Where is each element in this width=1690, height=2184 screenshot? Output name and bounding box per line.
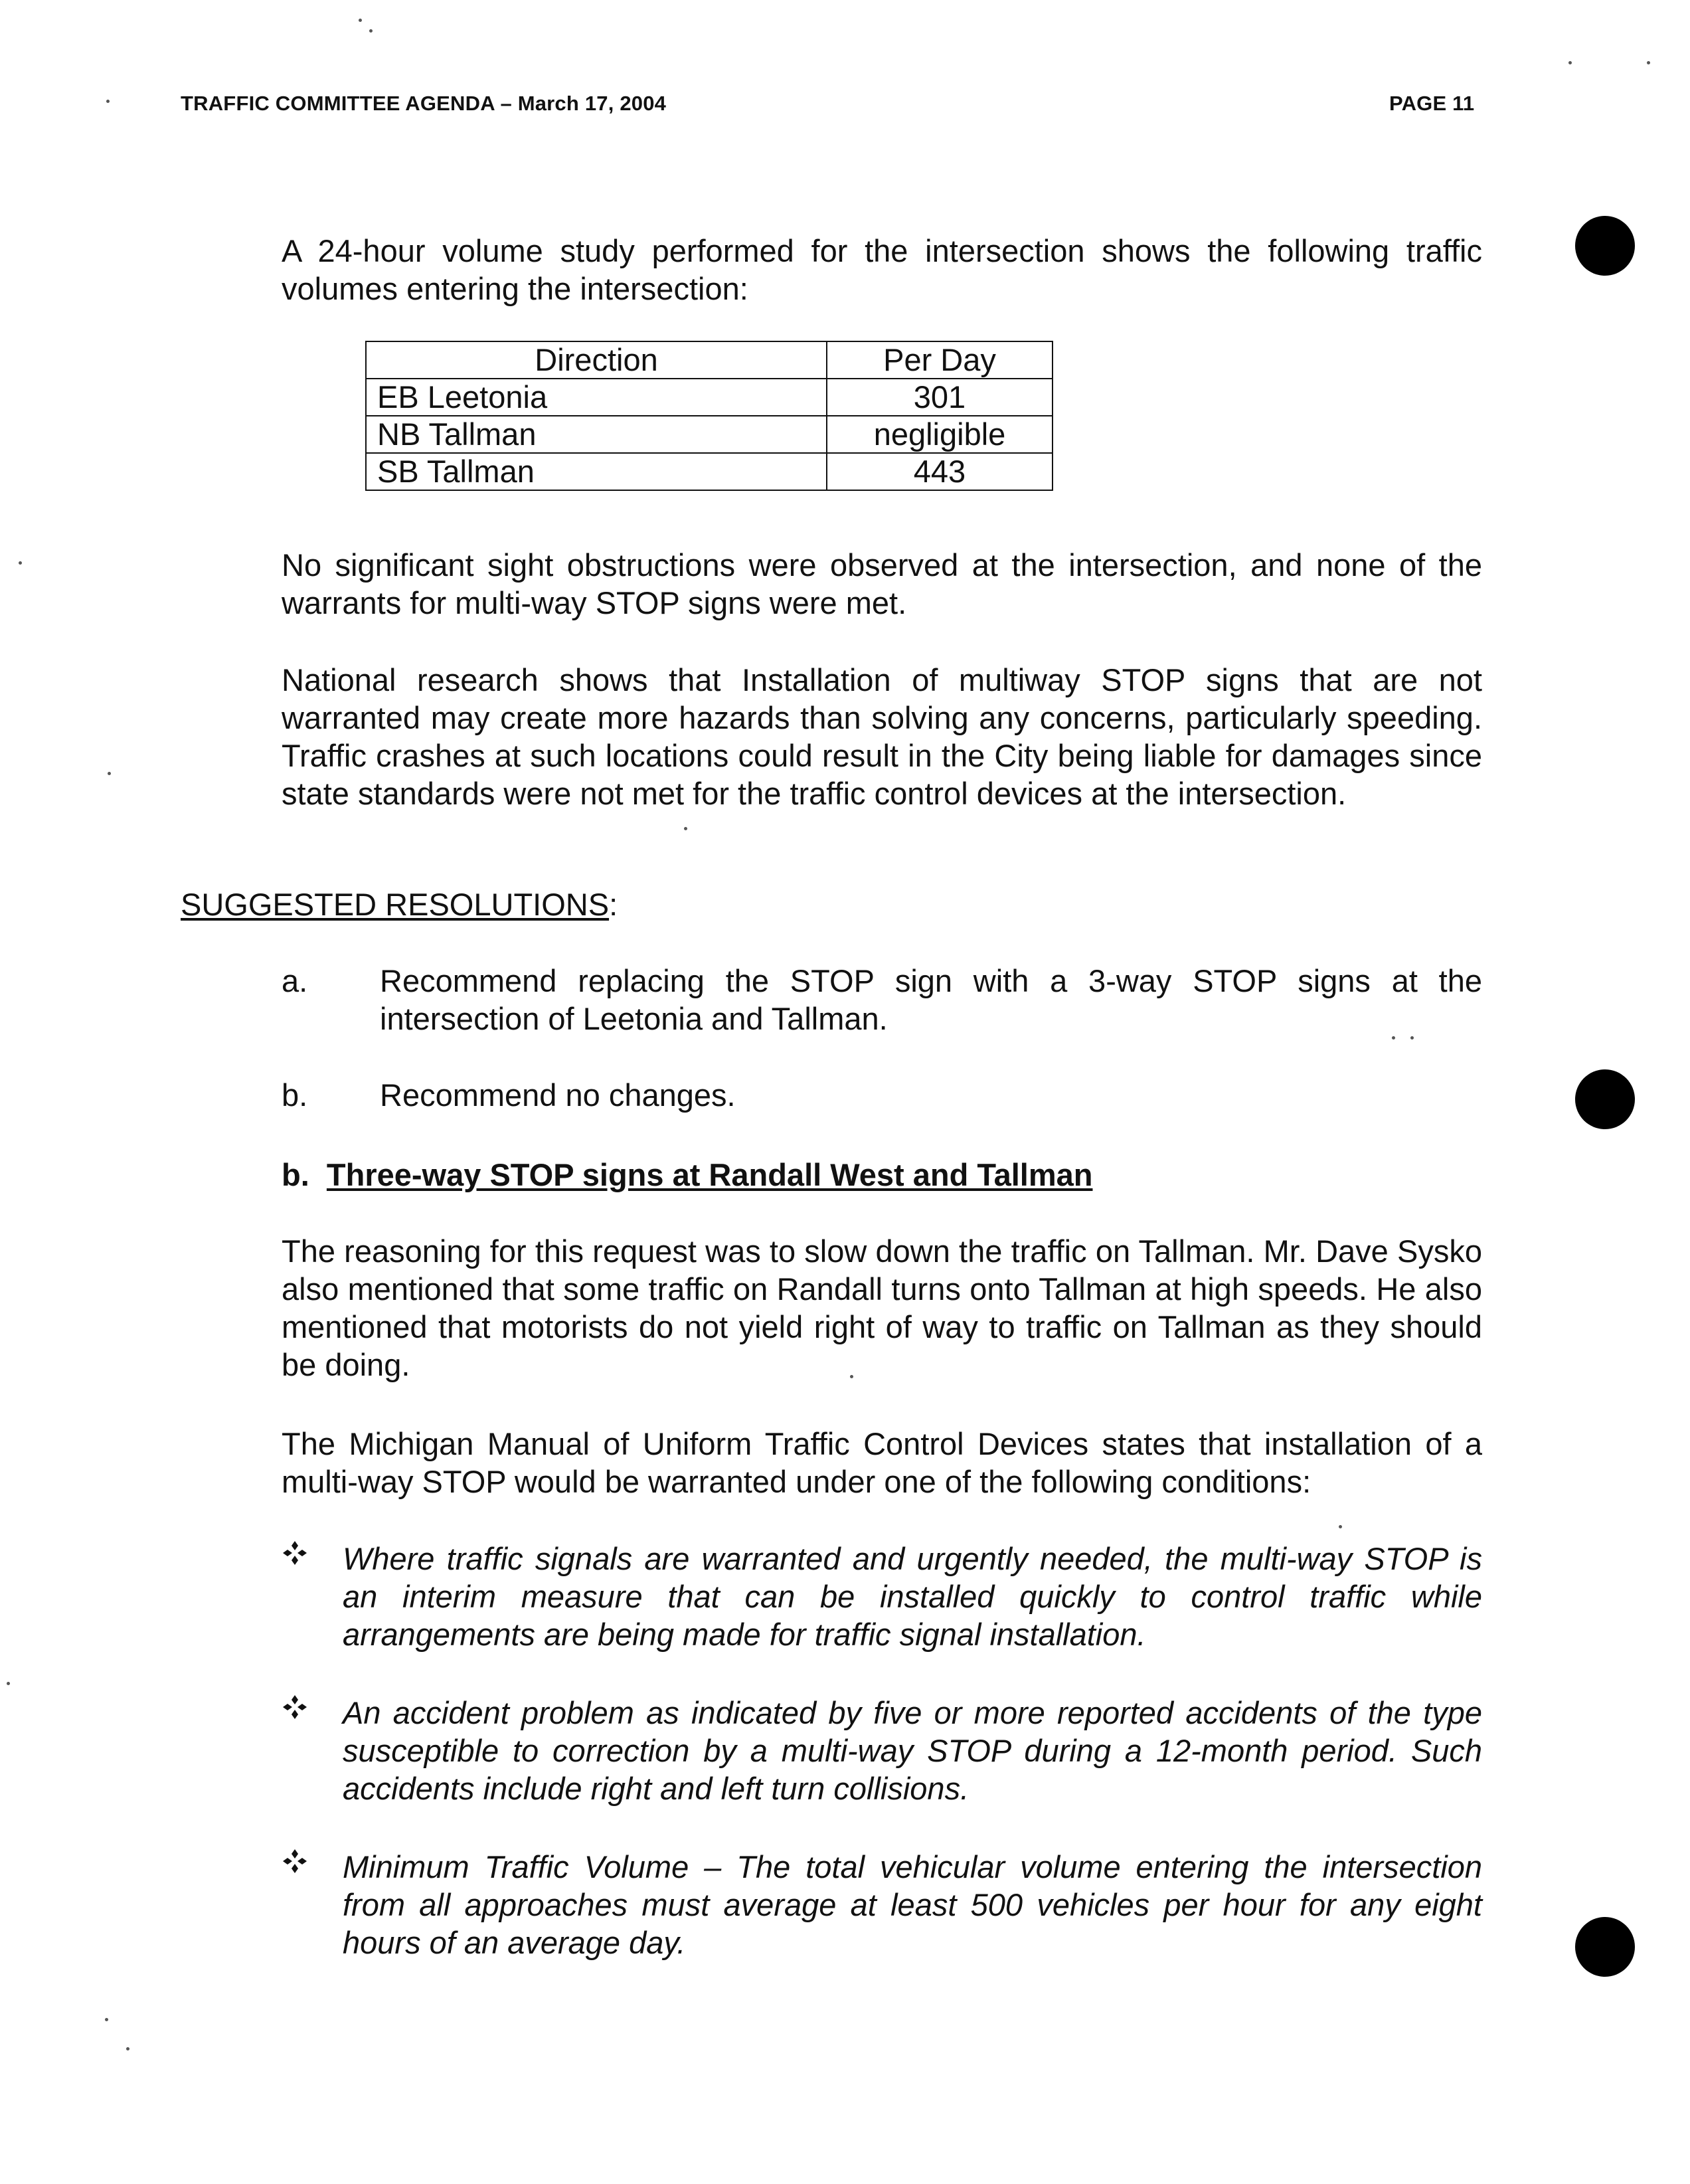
table-row: [366, 416, 1053, 453]
scan-speck: [1647, 61, 1650, 64]
scan-speck: [7, 1682, 10, 1685]
table-header-per-day: Per Day: [827, 341, 1053, 379]
page-header-title: TRAFFIC COMMITTEE AGENDA – March 17, 2004: [181, 92, 667, 115]
table-cell-direction: SB Tallman: [366, 453, 827, 490]
scan-speck: [1392, 1036, 1395, 1040]
resolution-a-text: Recommend replacing the STOP sign with a 3-way STOP signs at the intersection of Leetonia and Tallman.: [380, 963, 1482, 1036]
condition-3-text: Minimum Traffic Volume – The total vehicular volume entering the intersection from all approaches must average at least 500 vehicles per hour for any eight hours of an average day.: [343, 1849, 1482, 1960]
table-cell-volume: 443: [827, 453, 1053, 490]
scan-speck: [106, 100, 110, 103]
section-b-title: Three-way STOP signs at Randall West and Tallman: [326, 1157, 1093, 1192]
heading-colon: :: [609, 887, 618, 922]
scan-speck: [126, 2047, 129, 2050]
section-b-heading: [282, 1156, 1092, 1194]
volume-table: [365, 341, 1053, 491]
table-header-direction: Direction: [366, 341, 827, 379]
table-cell-volume: negligible: [827, 416, 1053, 453]
table-row: [366, 453, 1053, 490]
section-b-marker: b.: [282, 1157, 309, 1192]
intro-paragraph: A 24-hour volume study performed for the intersection shows the following traffic volumes entering the intersection:: [282, 233, 1482, 306]
obstructions-paragraph: No significant sight obstructions were observed at the intersection, and none of the warrants for multi-way STOP signs were met.: [282, 547, 1482, 620]
punch-hole-icon: [1575, 1069, 1635, 1129]
table-cell-direction: EB Leetonia: [366, 379, 827, 416]
scan-speck: [105, 2018, 108, 2021]
table-cell-direction: NB Tallman: [366, 416, 827, 453]
table-row: [366, 379, 1053, 416]
page-number: PAGE 11: [1389, 92, 1475, 115]
scan-speck: [684, 827, 687, 830]
resolution-b-text: Recommend no changes.: [380, 1077, 736, 1113]
manual-paragraph: The Michigan Manual of Uniform Traffic Control Devices states that installation of a multi-way STOP would be warranted under one of the following conditions:: [282, 1426, 1482, 1499]
scan-speck: [369, 29, 373, 33]
scan-speck: [850, 1375, 853, 1378]
condition-2-text: An accident problem as indicated by five or more reported accidents of the type susceptible to correction by a multi-way STOP during a 12-month period. Such accidents include right and left turn collisions.: [343, 1695, 1482, 1806]
research-paragraph: National research shows that Installation of multiway STOP signs that are not warranted may create more hazards than solving any concerns, particularly speeding. Traffic crashes at such locations could result in the City being liable for damages since state standards were not met for the traffic control devices at the intersection.: [282, 662, 1482, 811]
four-diamond-bullet-icon: [282, 1694, 308, 1720]
scan-speck: [1568, 61, 1572, 64]
reasoning-paragraph: The reasoning for this request was to slow down the traffic on Tallman. Mr. Dave Sysko also mentioned that some traffic on Randall turns onto Tallman at high speeds. He also mentioned that motorists do not yield right of way to traffic on Tallman as they should be doing.: [282, 1233, 1482, 1382]
table-header-row: [366, 341, 1053, 379]
four-diamond-bullet-icon: [282, 1540, 308, 1566]
resolution-a-marker: a.: [282, 963, 308, 998]
scan-speck: [19, 561, 22, 565]
scan-speck: [359, 19, 362, 22]
suggested-resolutions-heading-text: SUGGESTED RESOLUTIONS: [181, 887, 610, 922]
punch-hole-icon: [1575, 216, 1635, 276]
condition-1-text: Where traffic signals are warranted and urgently needed, the multi-way STOP is an interim measure that can be installed quickly to control traffic while arrangements are being made for traffic signal installation.: [343, 1541, 1482, 1652]
table-cell-volume: 301: [827, 379, 1053, 416]
four-diamond-bullet-icon: [282, 1848, 308, 1874]
resolution-b-marker: b.: [282, 1077, 308, 1113]
scan-speck: [108, 772, 111, 775]
scan-speck: [1339, 1525, 1342, 1528]
suggested-resolutions-heading: [181, 885, 618, 923]
punch-hole-icon: [1575, 1917, 1635, 1977]
scan-speck: [1410, 1036, 1414, 1040]
